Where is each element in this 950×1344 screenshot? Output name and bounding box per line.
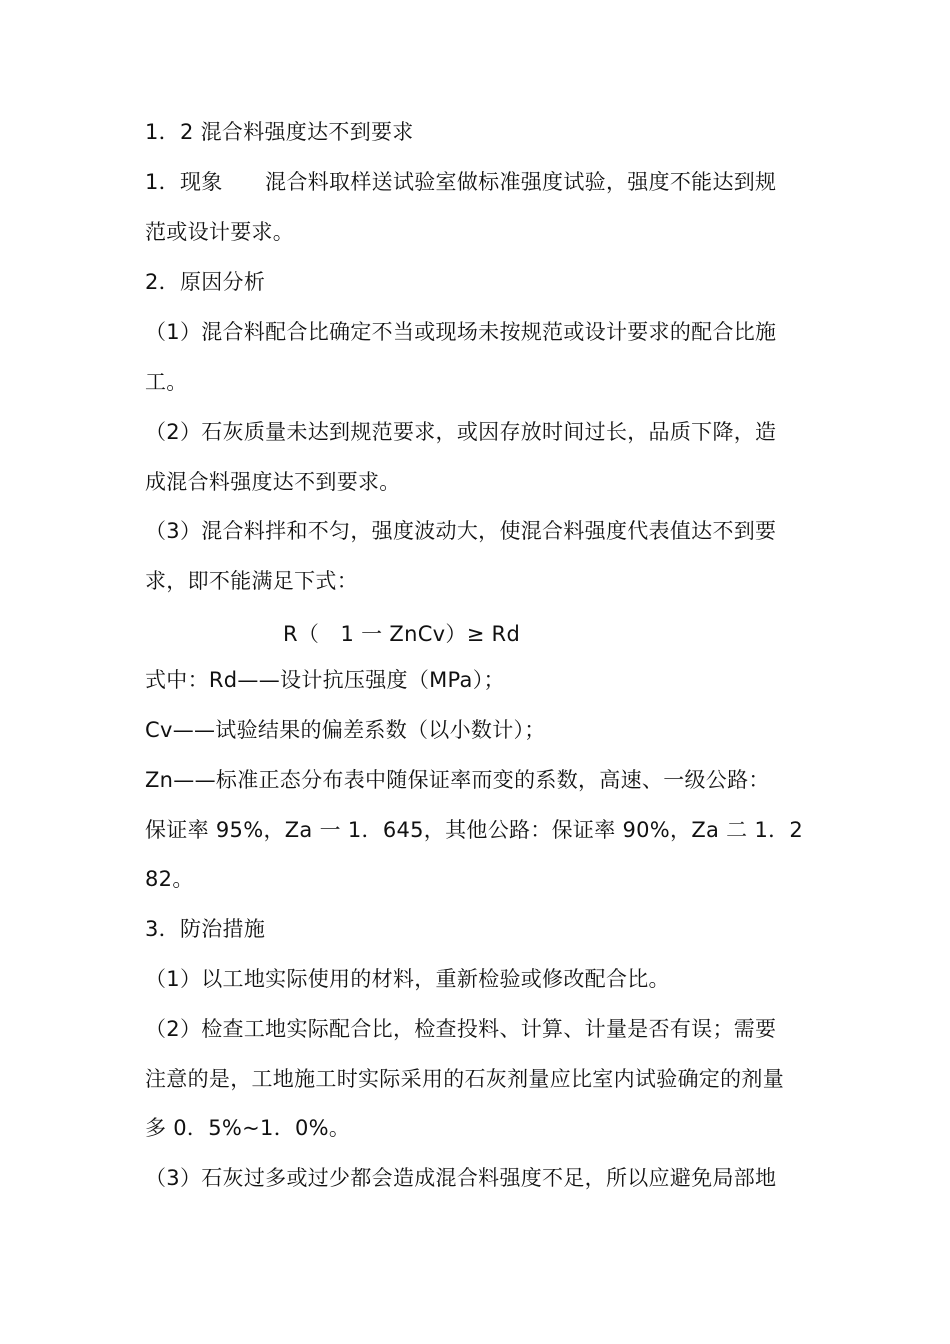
paragraph-line: 式中：Rd——设计抗压强度（MPa）；	[145, 668, 505, 692]
formula: R（ 1 一 ZnCv）≥ Rd	[283, 622, 521, 646]
paragraph-line: 工。	[145, 370, 188, 394]
section-heading: 1．2 混合料强度达不到要求	[145, 120, 414, 144]
paragraph-line: 成混合料强度达不到要求。	[145, 470, 401, 494]
paragraph-line: （2）石灰质量未达到规范要求，或因存放时间过长，品质下降，造	[145, 420, 777, 444]
paragraph-line: （3）混合料拌和不匀，强度波动大，使混合料强度代表值达不到要	[145, 519, 777, 543]
paragraph-line: （3）石灰过多或过少都会造成混合料强度不足，所以应避免局部地	[145, 1166, 777, 1190]
paragraph-line: （1）以工地实际使用的材料，重新检验或修改配合比。	[145, 967, 670, 991]
paragraph-line: （1）混合料配合比确定不当或现场未按规范或设计要求的配合比施	[145, 320, 777, 344]
paragraph-line: 求，即不能满足下式：	[145, 569, 358, 593]
paragraph-line: Zn——标准正态分布表中随保证率而变的系数，高速、一级公路：	[145, 768, 770, 792]
paragraph-line: 82。	[145, 867, 194, 891]
subsection-heading: 3．防治措施	[145, 917, 266, 941]
paragraph-line: 范或设计要求。	[145, 220, 295, 244]
paragraph-line: 1．现象 混合料取样送试验室做标准强度试验，强度不能达到规	[145, 170, 777, 194]
paragraph-line: （2）检查工地实际配合比，检查投料、计算、计量是否有误；需要	[145, 1017, 777, 1041]
subsection-heading: 2．原因分析	[145, 270, 266, 294]
paragraph-line: 多 0．5%~1．0%。	[145, 1116, 351, 1140]
paragraph-line: Cv——试验结果的偏差系数（以小数计）；	[145, 718, 546, 742]
paragraph-line: 保证率 95%，Za 一 1．645，其他公路：保证率 90%，Za 二 1．2	[145, 818, 804, 842]
paragraph-line: 注意的是，工地施工时实际采用的石灰剂量应比室内试验确定的剂量	[145, 1067, 784, 1091]
